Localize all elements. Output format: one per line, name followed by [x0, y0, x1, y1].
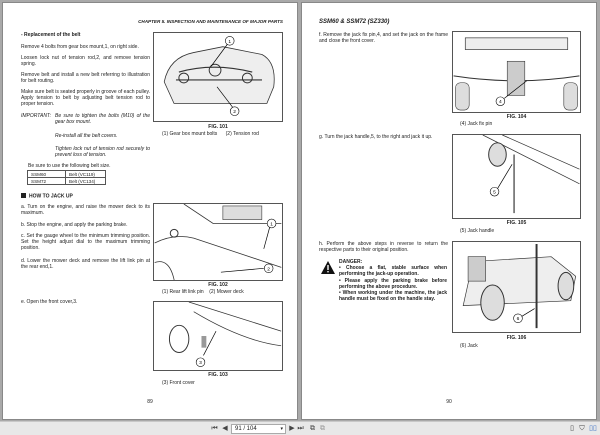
danger-item: • When working under the machine, the jack handle must be fixed on the handle stay.: [339, 290, 448, 303]
page-view-icon[interactable]: ▯: [570, 425, 574, 432]
page-number: 89: [147, 399, 153, 405]
pdf-page-90: [301, 2, 597, 420]
fig-label: FIG. 102: [208, 282, 228, 288]
callout: 4: [499, 100, 502, 106]
callout: 6: [516, 317, 520, 323]
callout: 2: [267, 267, 271, 273]
fig-105-image: [452, 134, 581, 219]
table-row: [28, 171, 106, 178]
fig-caption: (1) Rear lift link pin (2) Mower deck: [162, 289, 244, 295]
model-cell: SSM60: [28, 171, 66, 178]
paragraph: Make sure belt is seated properly in groove of each pulley. Apply tension to belt by adjusting belt tension rod to proper tension.: [21, 89, 150, 108]
callout: 5: [493, 190, 496, 196]
step: h. Perform the above steps in reverse to return the respective parts to their original position.: [319, 241, 448, 254]
callout: 2: [233, 110, 236, 116]
single-page-icon[interactable]: ⧉: [310, 425, 315, 432]
two-page-icon[interactable]: ▯▯: [589, 425, 597, 432]
model-cell: SSM72: [28, 178, 66, 185]
model-header: SSM60 & SSM72 (SZ330): [319, 19, 390, 25]
belt-cell: Belt (VC134): [66, 178, 106, 185]
table-row: [28, 178, 106, 185]
step: c. Set the gauge wheel to the minimum trimming position. Set the height adjust dial to the maximum trimming position.: [21, 233, 150, 252]
fig-104-image: [452, 31, 581, 113]
fig-label: FIG. 101: [208, 124, 228, 130]
fig-caption: (6) Jack: [460, 343, 478, 349]
pdf-page-89: [2, 2, 298, 420]
step: b. Stop the engine, and apply the parking brake.: [21, 222, 128, 228]
paragraph: Remove belt and install a new belt referring to illustration for belt routing.: [21, 72, 150, 85]
fig-label: FIG. 103: [208, 372, 228, 378]
fig-caption: (1) Gear box mount bolts (2) Tension rod: [162, 131, 259, 137]
danger-item: • Please apply the parking brake before performing the above procedure.: [339, 277, 447, 290]
paragraph: Remove 4 bolts from gear box mount,1, on right side.: [21, 44, 139, 50]
callout: 1: [228, 39, 232, 45]
belt-intro: Be sure to use the following belt size.: [28, 163, 111, 169]
danger-title: DANGER:: [339, 259, 363, 265]
step: g. Turn the jack handle,5, to the right and jack it up.: [319, 134, 433, 140]
danger-item: • Choose a flat, stable surface when performing the jack-up operation.: [339, 265, 448, 278]
step: f. Remove the jack fix pin,4, and set the jack on the frame and close the front cover.: [319, 32, 448, 45]
fig-caption: (5) Jack handle: [460, 228, 495, 234]
belt-size-table: [27, 170, 106, 185]
next-page-icon[interactable]: ▶: [289, 425, 295, 432]
first-page-icon[interactable]: ⏮: [211, 425, 218, 432]
callout: 1: [270, 222, 273, 228]
belt-cell: Belt (VC119): [66, 171, 106, 178]
section-heading: HOW TO JACK UP: [29, 193, 73, 200]
continuous-icon[interactable]: ⧉: [320, 425, 325, 432]
important-note: Be sure to tighten the bolts (M10) of the gear box mount.: [55, 113, 150, 126]
bookmark-icon[interactable]: ⛉: [579, 425, 585, 432]
fig-caption: (4) Jack fix pin: [460, 121, 493, 127]
step: e. Open the front cover,3.: [21, 299, 78, 305]
fig-label: FIG. 106: [506, 335, 527, 341]
danger-warning-icon: [321, 261, 335, 274]
square-bullet-icon: [21, 193, 26, 198]
chapter-header: CHAPTER 5. INSPECTION AND MAINTENANCE OF MAJOR PARTS: [138, 19, 283, 24]
callout: 3: [199, 361, 202, 367]
pdf-toolbar: [0, 421, 600, 435]
important-note: Tighten lock nut of tension rod securely to prevent loss of tension.: [55, 146, 150, 159]
page-number: 90: [446, 399, 452, 405]
fig-102-image: [153, 203, 283, 281]
fig-106-image: [452, 241, 581, 333]
fig-label: FIG. 105: [506, 220, 527, 226]
important-note: Re-install all the belt covers.: [55, 133, 118, 139]
chevron-down-icon[interactable]: ▾: [280, 426, 283, 432]
page-number-input[interactable]: 91 / 104 ▾: [231, 424, 286, 434]
last-page-icon[interactable]: ⏭: [297, 425, 304, 432]
fig-101-image: [153, 32, 283, 122]
paragraph: Loosen lock nut of tension rod,2, and remove tension spring.: [21, 55, 150, 68]
fig-103-image: [153, 301, 283, 371]
fig-label: FIG. 104: [506, 114, 527, 120]
prev-page-icon[interactable]: ◀: [222, 425, 228, 432]
section-title: - Replacement of the belt: [21, 32, 81, 38]
step: d. Lower the mower deck and remove the lift link pin at the rear end,1.: [21, 258, 150, 271]
fig-caption: (3) Front cover: [162, 380, 195, 386]
important-label: IMPORTANT:: [21, 113, 51, 119]
step: a. Turn on the engine, and raise the mower deck to its maximum.: [21, 204, 150, 217]
